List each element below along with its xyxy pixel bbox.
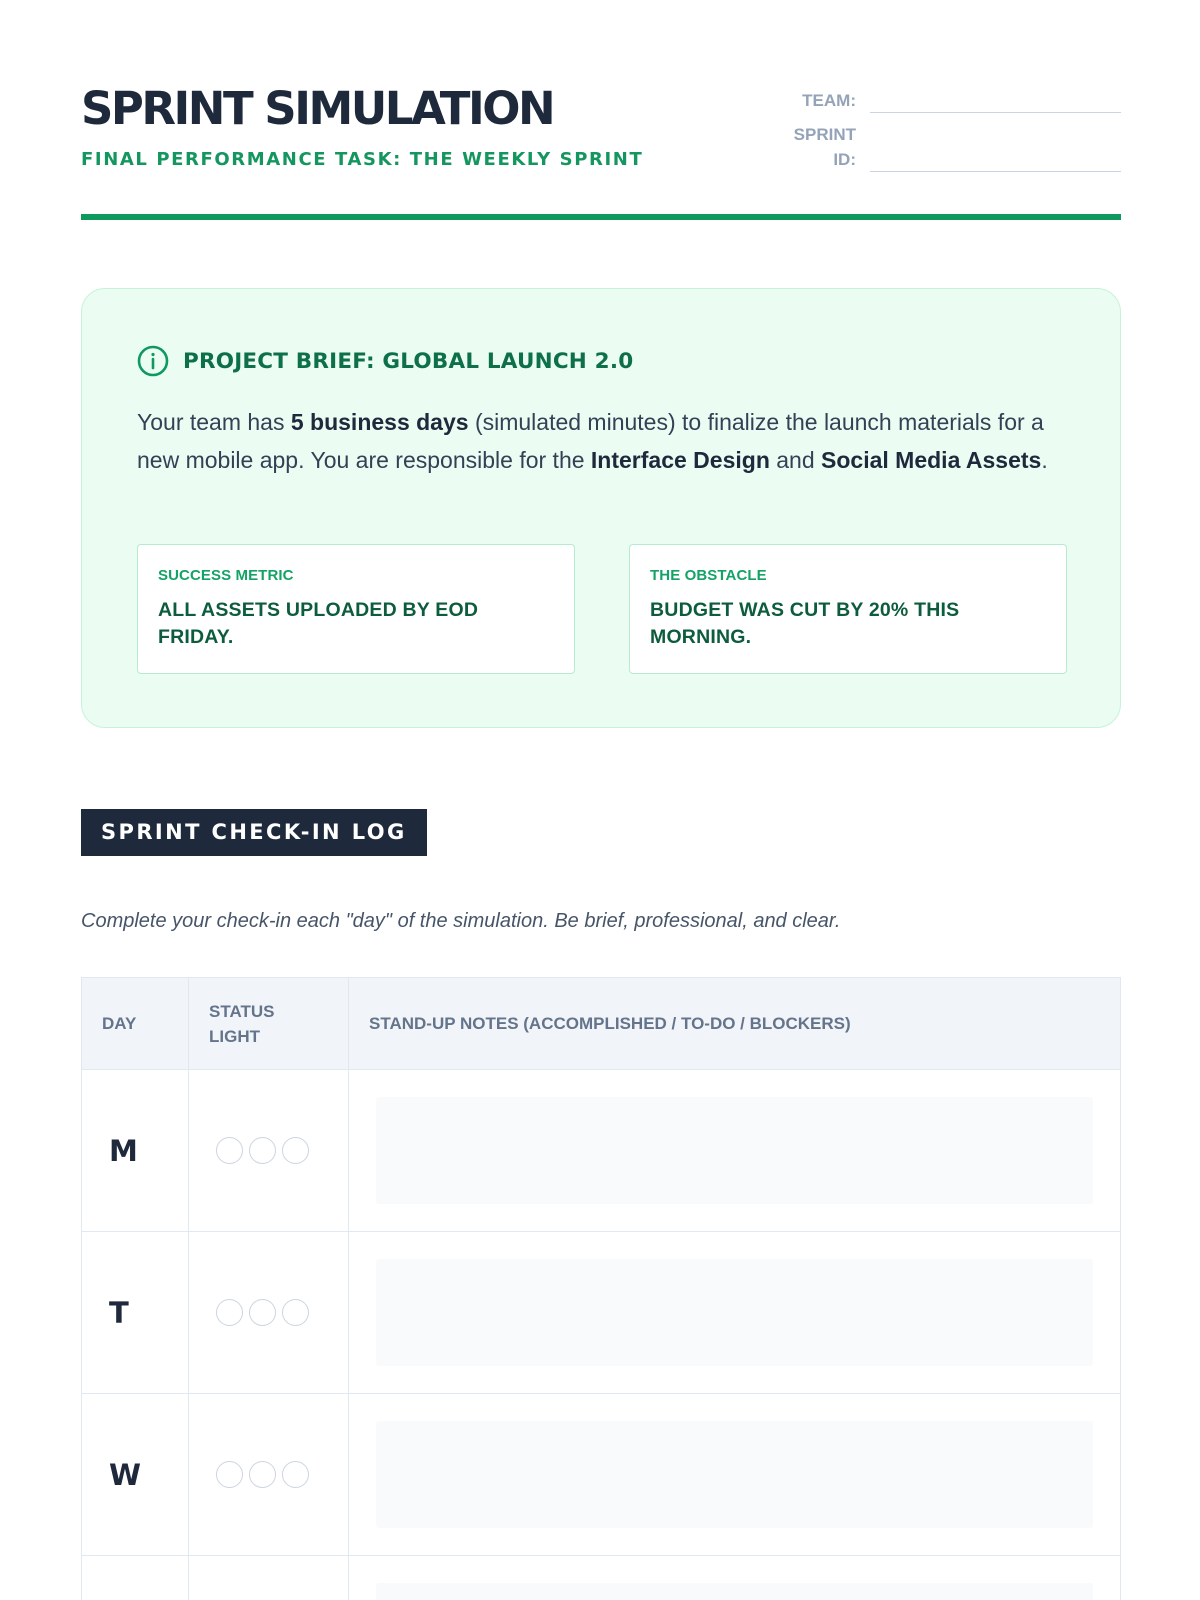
- column-header-status: [189, 978, 349, 1069]
- status-lights: [189, 1394, 349, 1555]
- card-value: ALL ASSETS UPLOADED BY EOD FRIDAY.: [158, 599, 479, 648]
- status-lights: [189, 1556, 349, 1600]
- sprint-id-label-line2: ID:: [833, 150, 856, 169]
- status-light-red[interactable]: [216, 1137, 243, 1164]
- brief-text-3: and: [769, 447, 822, 473]
- sprint-id-field[interactable]: [870, 122, 1121, 172]
- day-cell: [82, 1556, 189, 1600]
- sprint-id-label-line1: SPRINT: [793, 125, 856, 144]
- log-heading: SPRINT CHECK-IN LOG: [81, 809, 427, 856]
- status-light-green[interactable]: [282, 1461, 309, 1488]
- brief-social-assets: Social Media Assets: [821, 447, 1042, 473]
- status-light-yellow[interactable]: [249, 1137, 276, 1164]
- status-header-line1: STATUS: [209, 1001, 275, 1021]
- status-lights: [189, 1070, 349, 1231]
- day-cell: W: [82, 1394, 189, 1555]
- brief-text-2: (simulated minutes) to finalize the launch materials for a new mobile app. You are responsible for the: [137, 409, 1044, 473]
- status-light-yellow[interactable]: [249, 1299, 276, 1326]
- notes-cell: [349, 1070, 1120, 1231]
- log-instructions: Complete your check-in each "day" of the simulation. Be brief, professional, and clear.: [81, 910, 841, 932]
- status-light-red[interactable]: [216, 1461, 243, 1488]
- brief-title: PROJECT BRIEF: GLOBAL LAUNCH 2.0: [183, 348, 634, 374]
- team-field[interactable]: [870, 86, 1121, 113]
- card-value: BUDGET WAS CUT BY 20% THIS MORNING.: [650, 599, 960, 648]
- card-label: SUCCESS METRIC: [158, 567, 294, 584]
- status-light-green[interactable]: [282, 1137, 309, 1164]
- status-header-line2: LIGHT: [209, 1026, 260, 1046]
- check-in-table: [81, 977, 1121, 1600]
- day-cell: T: [82, 1232, 189, 1393]
- table-row: [82, 1232, 1120, 1394]
- sprint-id-row: [774, 122, 1121, 172]
- notes-field[interactable]: [376, 1097, 1093, 1204]
- team-label: TEAM:: [802, 91, 856, 110]
- brief-text-1: Your team has: [137, 409, 291, 435]
- notes-cell: [349, 1394, 1120, 1555]
- notes-field[interactable]: [376, 1259, 1093, 1366]
- success-metric-card: [137, 544, 575, 674]
- sprint-id-label: [774, 122, 856, 172]
- column-header-day: DAY: [82, 978, 189, 1069]
- status-light-green[interactable]: [282, 1299, 309, 1326]
- brief-description: [137, 403, 1067, 479]
- notes-field[interactable]: [376, 1583, 1093, 1600]
- status-light-red[interactable]: [216, 1299, 243, 1326]
- info-icon: [137, 345, 169, 377]
- notes-cell: [349, 1556, 1120, 1600]
- brief-heading: [137, 345, 633, 377]
- header-divider: [81, 214, 1121, 220]
- notes-cell: [349, 1232, 1120, 1393]
- brief-text-4: .: [1041, 447, 1048, 473]
- table-row: [82, 1394, 1120, 1556]
- day-cell: M: [82, 1070, 189, 1231]
- page-subtitle: FINAL PERFORMANCE TASK: THE WEEKLY SPRINT: [81, 149, 644, 170]
- header: [81, 0, 1121, 222]
- project-brief: [81, 288, 1121, 728]
- obstacle-card: [629, 544, 1067, 674]
- worksheet-page: [81, 0, 1121, 1492]
- table-header: [82, 978, 1120, 1070]
- column-header-notes: STAND-UP NOTES (ACCOMPLISHED / TO-DO / BLOCKERS): [369, 1014, 851, 1033]
- table-row: [82, 1556, 1120, 1600]
- card-label: THE OBSTACLE: [650, 567, 767, 584]
- status-light-yellow[interactable]: [249, 1461, 276, 1488]
- brief-days: 5 business days: [290, 409, 469, 435]
- status-lights: [189, 1232, 349, 1393]
- team-row: [774, 86, 1121, 113]
- team-info: [774, 86, 1121, 172]
- notes-field[interactable]: [376, 1421, 1093, 1528]
- brief-interface-design: Interface Design: [590, 447, 770, 473]
- table-row: [82, 1070, 1120, 1232]
- page-title: SPRINT SIMULATION: [81, 82, 554, 135]
